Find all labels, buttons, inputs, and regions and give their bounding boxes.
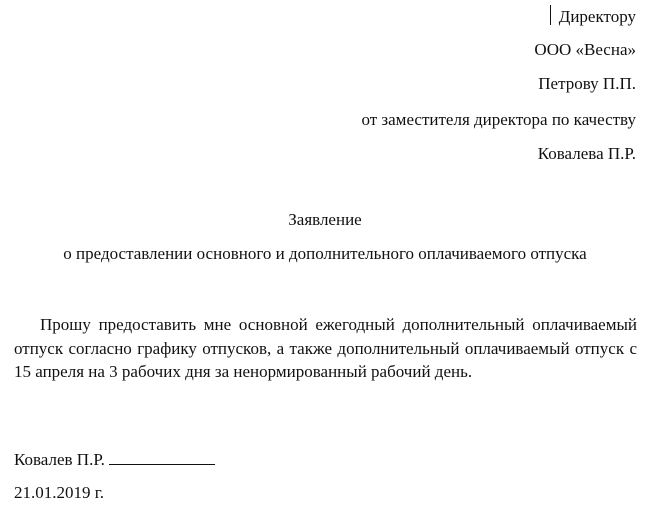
- addressee-company: ООО «Весна»: [534, 40, 636, 59]
- signature-underline: [109, 450, 215, 465]
- document-title: Заявление: [288, 210, 362, 229]
- sender-name: Ковалева П.Р.: [537, 144, 636, 163]
- request-text: Прошу предоставить мне основной ежегодный дополнительный оплачиваемый отпуск согласно графику отпусков, а также дополнительный оплачиваемый отпуск с 15 апреля на 3 рабочих дня за ненормированный рабочий день.: [14, 315, 637, 381]
- request-paragraph: [14, 313, 637, 384]
- sender-position: от заместителя директора по качеству: [361, 110, 636, 129]
- document-subtitle: о предоставлении основного и дополнительного оплачиваемого отпуска: [63, 244, 587, 263]
- text-cursor: [550, 5, 551, 25]
- document-date: 21.01.2019 г.: [14, 483, 105, 502]
- signature-name: Ковалев П.Р.: [14, 450, 105, 469]
- signature-block: [14, 450, 215, 470]
- addressee-name: Петрову П.П.: [538, 74, 636, 93]
- addressee-position: Директору: [558, 7, 636, 26]
